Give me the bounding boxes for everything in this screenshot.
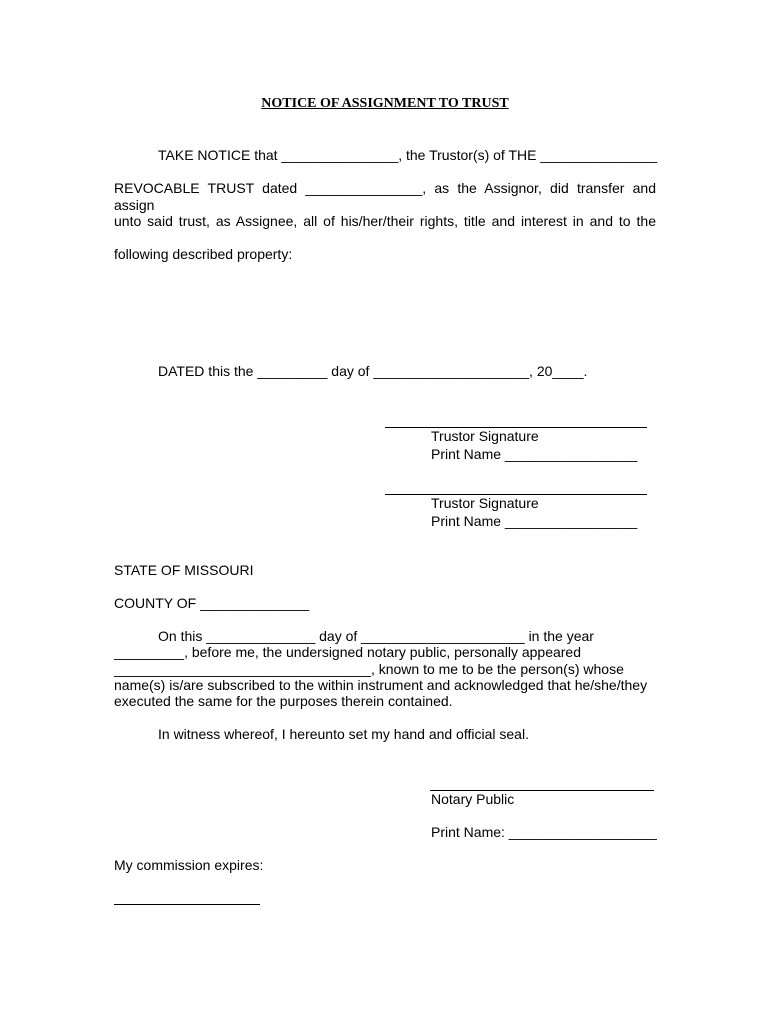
county-line: COUNTY OF ______________ [114, 595, 310, 611]
trustor-print-name-2: Print Name _________________ [431, 513, 638, 529]
dated-line: DATED this the _________ day of ____________________, 20____. [158, 363, 588, 379]
trustor-signature-label-1: Trustor Signature [431, 428, 539, 444]
notary-print-name: Print Name: ___________________ [431, 824, 657, 840]
ack-line-3: _________________________________, known to me to be the person(s) whose [114, 661, 624, 677]
notice-line-4: following described property: [114, 246, 293, 262]
ack-line-1: On this ______________ day of _____________________ in the year [158, 628, 594, 644]
notary-public-label: Notary Public [431, 791, 515, 807]
witness-line: In witness whereof, I hereunto set my hand and official seal. [158, 726, 529, 742]
commission-expires-label: My commission expires: [114, 857, 264, 873]
notice-line-1: TAKE NOTICE that _______________, the Trustor(s) of THE _______________ [158, 147, 658, 163]
commission-expires-line [114, 904, 260, 905]
state-line: STATE OF MISSOURI [114, 562, 254, 578]
trustor-print-name-1: Print Name _________________ [431, 446, 638, 462]
ack-line-5: executed the same for the purposes therein contained. [114, 693, 453, 709]
document-title: NOTICE OF ASSIGNMENT TO TRUST [261, 96, 509, 111]
notice-line-2: REVOCABLE TRUST dated _______________, as the Assignor, did transfer and assign [114, 180, 656, 213]
trustor-signature-label-2: Trustor Signature [431, 495, 539, 511]
ack-line-2: _________, before me, the undersigned notary public, personally appeared [114, 644, 581, 660]
ack-line-4: name(s) is/are subscribed to the within instrument and acknowledged that he/she/they [114, 677, 648, 693]
notice-line-3: unto said trust, as Assignee, all of his/her/their rights, title and interest in and to the [114, 213, 656, 229]
